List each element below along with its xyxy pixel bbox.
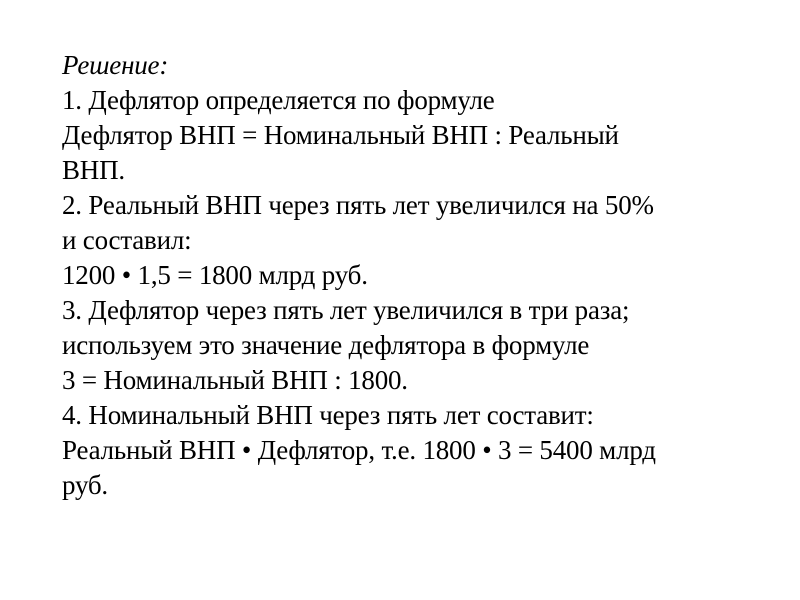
- solution-heading: Решение:: [62, 50, 169, 80]
- step-1-text: 1. Дефлятор определяется по формуле: [62, 85, 495, 115]
- solution-text-block: [62, 48, 772, 503]
- deflator-equation: 3 = Номинальный ВНП : 1800.: [62, 365, 408, 395]
- step-2-text: 2. Реальный ВНП через пять лет увеличился на 50%: [62, 190, 654, 220]
- nominal-gnp-calculation-continuation: руб.: [62, 470, 108, 500]
- step-4-text: 4. Номинальный ВНП через пять лет составит:: [62, 400, 594, 430]
- deflator-formula-text: Дефлятор ВНП = Номинальный ВНП : Реальный: [62, 120, 619, 150]
- real-gnp-calculation: 1200 • 1,5 = 1800 млрд руб.: [62, 260, 368, 290]
- step-3-text: 3. Дефлятор через пять лет увеличился в три раза;: [62, 295, 630, 325]
- deflator-formula-continuation: ВНП.: [62, 155, 125, 185]
- step-3-continuation: используем это значение дефлятора в формуле: [62, 330, 590, 360]
- nominal-gnp-calculation: Реальный ВНП • Дефлятор, т.е. 1800 • 3 = 5400 млрд: [62, 435, 656, 465]
- step-2-continuation: и составил:: [62, 225, 192, 255]
